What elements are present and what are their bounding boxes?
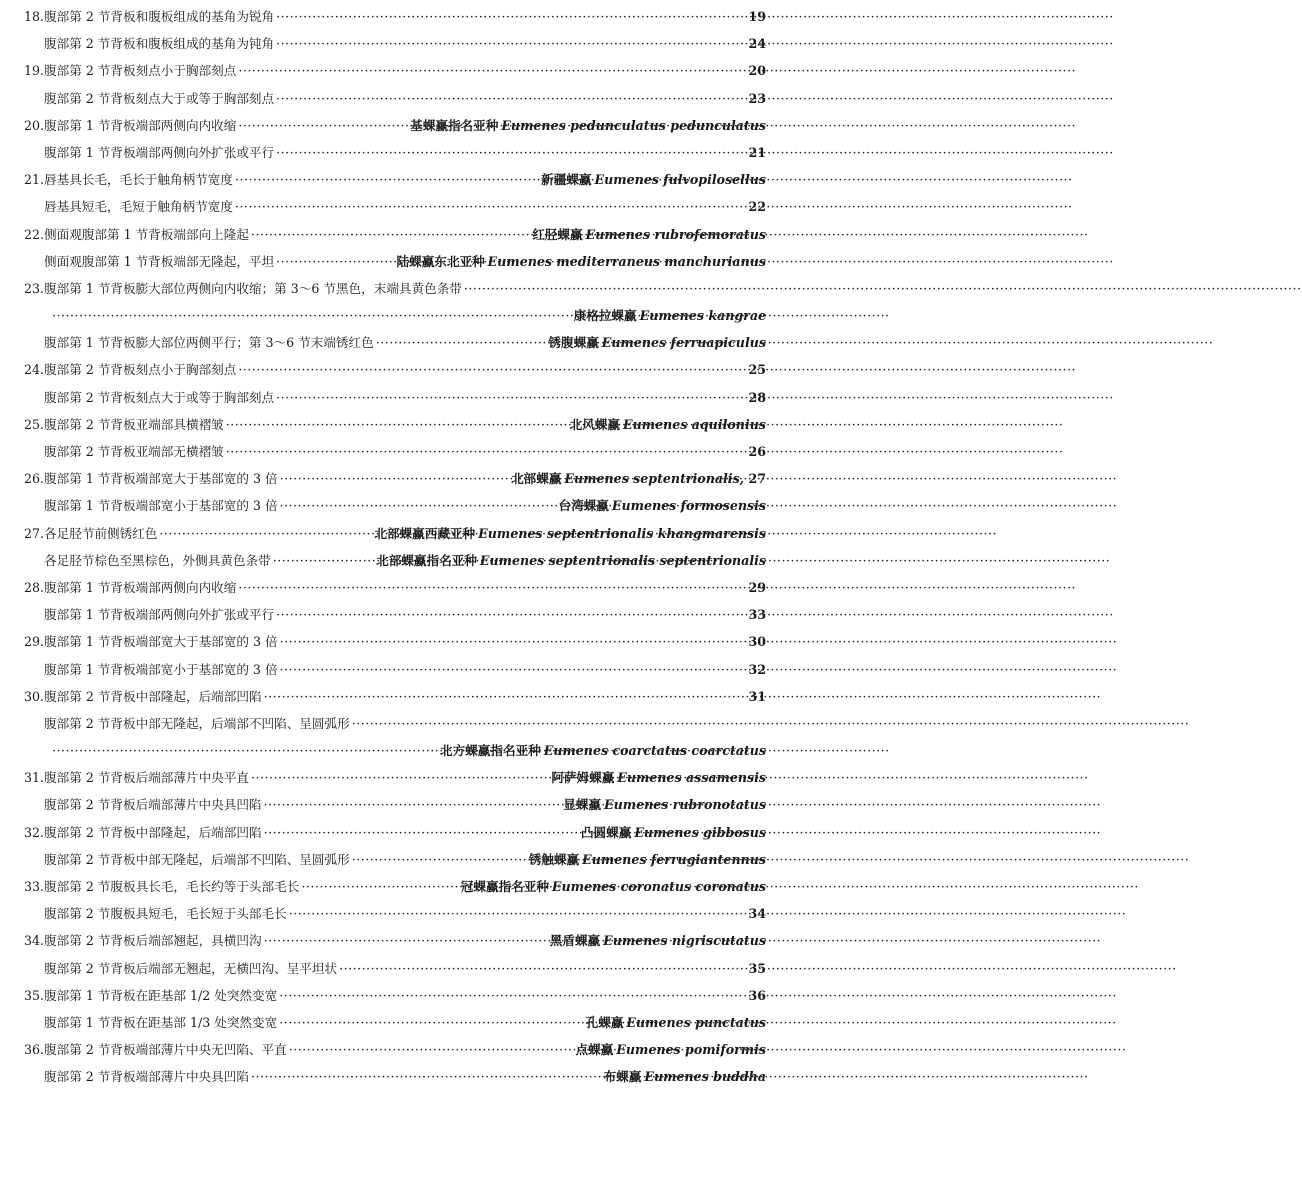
couplet-number: 18. [24,9,45,24]
leader-dots [276,139,746,166]
leader-dots [276,30,746,57]
species-scientific-name: Eumenes septentrionalis, [564,471,745,487]
species-result [397,248,767,275]
species-chinese-name: 锈腹蜾蠃 [548,335,599,351]
couplet-target: 36 [748,987,766,1003]
couplet-text: 腹部第 1 节背板端部宽小于基部宽的 3 倍 [44,498,278,514]
couplet-text: 腹部第 1 节背板端部两侧向外扩张或平行 [44,607,275,623]
leader-dots [251,221,530,248]
couplet-line-continuation [0,737,767,764]
couplet-line [0,628,767,655]
couplet-line [0,139,767,166]
species-chinese-name: 显蜾蠃 [563,797,602,813]
species-scientific-name: Eumenes septentrionalis septentrionalis [479,552,766,568]
couplet-target: 35 [748,960,766,976]
leader-dots [276,248,394,275]
couplet-line [0,112,767,139]
leader-dots [264,819,579,846]
couplet-line [0,601,767,628]
couplet-line [0,438,767,465]
couplet-text: 腹部第 2 节背板刻点小于胸部刻点 [44,63,237,79]
couplet-target: 22 [748,199,766,215]
species-scientific-name: Eumenes assamensis [617,770,766,786]
species-result [548,329,766,356]
couplet-line [0,656,767,683]
couplet-text: 腹部第 1 节背板在距基部 1/2 处突然变宽 [44,987,278,1003]
couplet-line [0,166,767,193]
couplet-line [0,873,767,900]
leader-dots [52,737,438,764]
couplet-text: 侧面观腹部第 1 节背板端部向上隆起 [44,226,249,242]
species-scientific-name: Eumenes fulvopilosellus [594,172,766,188]
couplet-line [0,819,767,846]
couplet-text: 腹部第 2 节背板中部隆起，后端部凹陷 [44,688,262,704]
leader-dots [273,547,374,574]
leader-dots [276,384,746,411]
species-result [581,819,766,846]
couplet-line [0,846,767,873]
species-chinese-name: 黑盾蜾蠃 [549,933,601,949]
couplet-line-continuation [0,302,767,329]
couplet-target: 29 [748,579,766,595]
couplet-text: 腹部第 1 节背板端部两侧向外扩张或平行 [44,144,275,160]
couplet-line [0,193,767,220]
couplet-number: 34. [24,933,45,949]
species-result [558,492,766,519]
species-result [563,791,766,818]
couplet-target: 27 [744,471,766,487]
couplet-text: 腹部第 2 节背板刻点大于或等于胸部刻点 [44,90,275,106]
leader-dots [251,1063,602,1090]
species-chinese-name: 锈触蜾蠃 [528,851,580,867]
species-scientific-name: Eumenes rubronotatus [604,797,766,813]
species-scientific-name: Eumenes coronatus coronatus [551,879,766,894]
species-scientific-name: Eumenes rubrofemoratus [585,226,766,242]
leader-dots [464,275,764,302]
couplet-number: 32. [24,824,45,840]
species-scientific-name: Eumenes coarctatus coarctatus [543,743,766,759]
couplet-text: 唇基具短毛，毛短于触角柄节宽度 [44,199,233,215]
couplet-text: 腹部第 2 节背板后端部薄片中央平直 [44,770,249,786]
couplet-target: 24 [748,36,766,52]
couplet-text: 腹部第 2 节背板后端部无翘起，无横凹沟、呈平坦状 [44,960,338,976]
species-result [574,302,766,329]
couplet-number: 36. [24,1042,45,1058]
couplet-text: 腹部第 1 节背板端部两侧向内收缩 [44,579,237,595]
leader-dots [376,329,547,356]
species-result [570,411,766,438]
species-scientific-name: Eumenes gibbosus [634,824,766,840]
couplet-number: 24. [24,362,45,378]
species-scientific-name: Eumenes pedunculatus pedunculatus [501,117,766,133]
couplet-line [0,955,767,982]
leader-dots [251,764,549,791]
couplet-text: 腹部第 2 节背板后端部薄片中央具凹陷 [44,797,262,813]
species-chinese-name: 点蜾蠃 [575,1042,614,1058]
couplet-number: 22. [24,226,45,242]
couplet-line [0,275,767,302]
couplet-number: 23. [24,280,45,296]
couplet-text: 各足胫节棕色至黑棕色，外侧具黄色条带 [44,552,271,568]
species-chinese-name: 北部蜾蠃 [511,471,562,487]
couplet-line [0,683,767,710]
couplet-line [0,927,767,954]
species-scientific-name: Eumenes buddha [644,1069,766,1085]
couplet-line [0,982,767,1009]
leader-dots [279,1009,583,1036]
leader-dots [352,710,764,737]
leader-dots [280,465,509,492]
couplet-text: 腹部第 2 节背板和腹板组成的基角为钝角 [44,36,275,52]
couplet-line [0,221,767,248]
species-result [550,927,766,954]
leader-dots [52,302,572,329]
species-chinese-name: 孔蜾蠃 [585,1014,624,1030]
species-scientific-name: Eumenes punctatus [626,1014,766,1030]
couplet-text: 腹部第 2 节背板刻点大于或等于胸部刻点 [44,389,275,405]
couplet-text: 腹部第 2 节背板端部薄片中央无凹陷、平直 [44,1042,287,1058]
couplet-line [0,1009,767,1036]
species-result [374,520,766,547]
leader-dots [238,356,746,383]
couplet-text: 腹部第 1 节背板膨大部位两侧向内收缩；第 3～6 节黑色，末端具黄色条带 [44,280,462,296]
species-scientific-name: Eumenes ferruapiculus [601,335,766,351]
leader-dots [226,411,568,438]
species-scientific-name: Eumenes ferrugiantennus [582,851,766,867]
species-result [461,873,766,900]
leader-dots [280,628,747,655]
leader-dots [235,193,747,220]
species-chinese-name: 冠蜾蠃指名亚种 [460,879,549,894]
leader-dots [279,982,746,1009]
couplet-target: 19 [748,9,766,24]
couplet-target: 26 [748,444,766,459]
couplet-text: 腹部第 1 节背板膨大部位两侧平行；第 3～6 节末端锈红色 [44,335,374,351]
couplet-line [0,520,767,547]
couplet-line [0,30,767,57]
couplet-line [0,574,767,601]
species-result [440,737,766,764]
couplet-text: 腹部第 2 节背板中部隆起，后端部凹陷 [44,824,262,840]
species-scientific-name: Eumenes pomiformis [616,1042,766,1058]
species-scientific-name: Eumenes formosensis [611,498,766,514]
species-result [576,1036,767,1063]
couplet-number: 21. [24,172,45,188]
couplet-text: 腹部第 2 节背板亚端部具横褶皱 [44,416,224,432]
couplet-line [0,384,767,411]
species-chinese-name: 红胫蜾蠃 [532,226,583,242]
couplet-target: 23 [748,90,766,106]
couplet-number: 31. [24,770,45,786]
species-scientific-name: Eumenes kangrae [639,308,766,324]
couplet-number: 35. [24,987,45,1003]
couplet-number: 20. [24,117,45,133]
couplet-number: 30. [24,688,45,704]
leader-dots [280,492,557,519]
couplet-line [0,57,767,84]
couplet-text: 腹部第 2 节腹板具长毛，毛长约等于头部毛长 [44,879,300,894]
leader-dots [238,112,408,139]
leader-dots [339,955,746,982]
couplet-text: 腹部第 2 节腹板具短毛，毛长短于头部毛长 [44,906,287,922]
couplet-line [0,710,767,737]
species-result [541,166,766,193]
leader-dots [238,574,746,601]
couplet-text: 腹部第 2 节背板亚端部无横褶皱 [44,444,224,459]
species-chinese-name: 北风蜾蠃 [569,416,620,432]
couplet-number: 33. [24,879,45,894]
leader-dots [264,683,747,710]
leader-dots [264,927,548,954]
leader-dots [289,900,747,927]
leader-dots [235,166,539,193]
species-result [410,112,766,139]
couplet-text: 唇基具长毛，毛长于触角柄节宽度 [44,172,233,188]
couplet-line [0,3,767,30]
couplet-line [0,411,767,438]
species-scientific-name: Eumenes septentrionalis khangmarensis [478,525,766,541]
species-chinese-name: 康格拉蜾蠃 [573,308,637,324]
couplet-target: 32 [748,661,766,677]
couplet-text: 各足胫节前侧锈红色 [44,525,158,541]
couplet-number: 25. [24,416,45,432]
species-scientific-name: Eumenes mediterraneus manchurianus [487,253,766,269]
couplet-line [0,85,767,112]
couplet-target: 28 [748,389,766,405]
couplet-number: 29. [24,634,45,650]
species-chinese-name: 阿萨姆蜾蠃 [551,770,615,786]
species-chinese-name: 北部蜾蠃指名亚种 [376,552,477,568]
species-result [551,764,766,791]
species-chinese-name: 台湾蜾蠃 [558,498,609,514]
species-chinese-name: 基蜾蠃指名亚种 [410,117,499,133]
couplet-number: 19. [24,63,45,79]
couplet-text: 腹部第 1 节背板在距基部 1/3 处突然变宽 [44,1014,278,1030]
leader-dots [238,57,746,84]
couplet-target: 20 [748,63,766,79]
species-result [532,221,766,248]
couplet-text: 腹部第 2 节背板和腹板组成的基角为锐角 [44,9,275,24]
species-result [376,547,766,574]
couplet-text: 腹部第 1 节背板端部两侧向内收缩 [44,117,237,133]
couplet-target: 30 [748,634,766,650]
couplet-text: 腹部第 1 节背板端部宽小于基部宽的 3 倍 [44,661,278,677]
couplet-text: 腹部第 2 节背板后端部翘起，具横凹沟 [44,933,262,949]
species-result [586,1009,766,1036]
couplet-target: 21 [748,144,766,160]
leader-dots [280,656,747,683]
couplet-line [0,329,767,356]
couplet-number: 28. [24,579,45,595]
couplet-text: 腹部第 2 节背板端部薄片中央具凹陷 [44,1069,249,1085]
leader-dots [276,3,746,30]
species-chinese-name: 新疆蜾蠃 [541,172,592,188]
couplet-line [0,465,767,492]
leader-dots [276,85,746,112]
couplet-line [0,900,767,927]
couplet-text: 腹部第 1 节背板端部宽大于基部宽的 3 倍 [44,471,278,487]
couplet-line [0,492,767,519]
species-chinese-name: 陆蜾蠃东北亚种 [396,253,485,269]
leader-dots [226,438,747,465]
couplet-text: 腹部第 2 节背板刻点小于胸部刻点 [44,362,237,378]
species-chinese-name: 北方蜾蠃指名亚种 [439,743,541,759]
couplet-line [0,356,767,383]
couplet-target: 25 [748,362,766,378]
couplet-number: 27. [24,525,45,541]
leader-dots [264,791,562,818]
couplet-target: 34 [748,906,766,922]
species-result [511,465,766,492]
leader-dots [352,846,527,873]
couplet-text: 腹部第 1 节背板端部宽大于基部宽的 3 倍 [44,634,278,650]
couplet-text: 侧面观腹部第 1 节背板端部无隆起，平坦 [44,253,275,269]
species-result [604,1063,766,1090]
couplet-text: 腹部第 2 节背板中部无隆起，后端部不凹陷、呈圆弧形 [44,715,350,731]
species-chinese-name: 北部蜾蠃西藏亚种 [374,525,476,541]
couplet-line [0,791,767,818]
couplet-text: 腹部第 2 节背板中部无隆起，后端部不凹陷、呈圆弧形 [44,851,350,867]
couplet-line [0,764,767,791]
couplet-number: 26. [24,471,45,487]
leader-dots [301,873,458,900]
species-scientific-name: Eumenes aquilonius [622,416,766,432]
species-result [529,846,766,873]
couplet-target: 33 [748,607,766,623]
couplet-target: 31 [748,688,766,704]
species-chinese-name: 凸圆蜾蠃 [580,824,632,840]
leader-dots [289,1036,574,1063]
couplet-line [0,1063,767,1090]
leader-dots [276,601,746,628]
species-chinese-name: 布蜾蠃 [603,1069,642,1085]
couplet-line [0,248,767,275]
couplet-line [0,1036,767,1063]
leader-dots [159,520,372,547]
couplet-line [0,547,767,574]
species-scientific-name: Eumenes nigriscutatus [603,933,766,949]
